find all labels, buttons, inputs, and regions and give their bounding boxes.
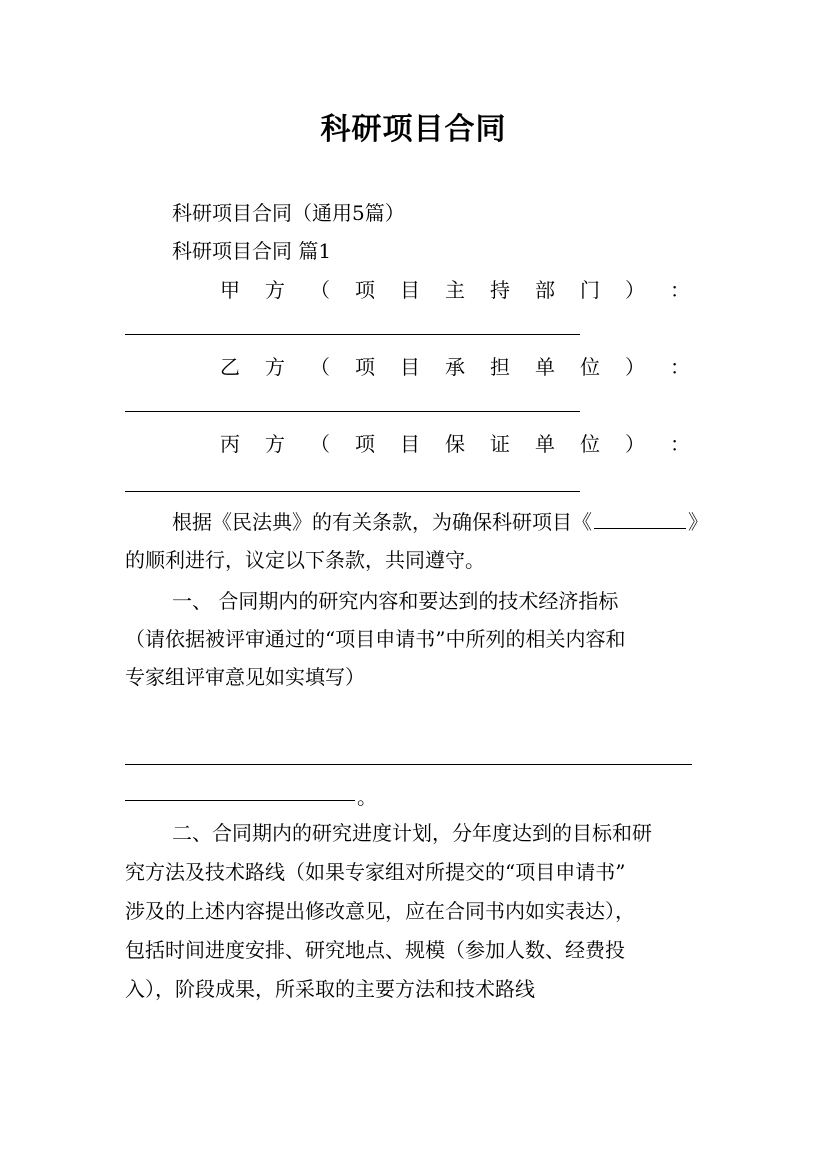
party-char: 项 (355, 432, 375, 456)
party-char: 证 (490, 432, 510, 456)
party-char: 位 (580, 432, 600, 456)
item2-line-1: 二、合同期内的研究进度计划，分年度达到的目标和研 (172, 821, 652, 845)
intro-line-2: 的顺利进行，议定以下条款，共同遵守。 (125, 548, 485, 572)
party-char: （ (310, 355, 330, 379)
party-char: 承 (445, 355, 465, 379)
intro-text-start: 根据《民法典》的有关条款，为确保科研项目《 (172, 510, 592, 534)
party-char: 单 (535, 355, 555, 379)
party-char: 项 (355, 278, 375, 302)
section-heading: 科研项目合同 篇1 (172, 239, 332, 263)
party-char: 乙 (220, 355, 240, 379)
party-char: ： (670, 432, 690, 456)
party-c-fill-line[interactable] (125, 491, 580, 492)
party-a-label (220, 277, 690, 303)
party-char: 部 (535, 278, 555, 302)
item2-line-3: 涉及的上述内容提出修改意见，应在合同书内如实表达）， (125, 899, 635, 923)
party-b-label (220, 354, 690, 380)
party-char: 位 (580, 355, 600, 379)
party-char: 方 (265, 355, 285, 379)
item1-line-1: 一、 合同期内的研究内容和要达到的技术经济指标 (172, 589, 619, 613)
party-char: 目 (400, 355, 420, 379)
party-char: 门 (580, 278, 600, 302)
party-char: 甲 (220, 278, 240, 302)
project-name-blank[interactable] (594, 510, 686, 529)
item1-fill-line-1[interactable] (125, 764, 692, 765)
party-c-label (220, 431, 690, 457)
item1-line-2: （请依据被评审通过的“项目申请书”中所列的相关内容和 (125, 627, 626, 651)
item2-line-4: 包括时间进度安排、研究地点、规模（参加人数、经费投 (125, 938, 625, 962)
party-char: 目 (400, 432, 420, 456)
party-char: ） (625, 278, 645, 302)
party-a-fill-line[interactable] (125, 334, 580, 335)
party-char: 丙 (220, 432, 240, 456)
item2-line-2: 究方法及技术路线（如果专家组对所提交的“项目申请书” (125, 860, 626, 884)
intro-line-1 (172, 509, 708, 535)
party-char: ： (670, 278, 690, 302)
party-b-fill-line[interactable] (125, 411, 580, 412)
party-char: ： (670, 355, 690, 379)
item1-line-3: 专家组评审意见如实填写） (125, 665, 365, 689)
party-char: 方 (265, 432, 285, 456)
party-char: （ (310, 278, 330, 302)
party-char: 主 (445, 278, 465, 302)
party-char: 单 (535, 432, 555, 456)
document-subtitle: 科研项目合同（通用5篇） (172, 201, 405, 225)
period-mark: 。 (357, 785, 377, 809)
party-char: （ (310, 432, 330, 456)
party-char: 方 (265, 278, 285, 302)
intro-text-end: 》 (688, 510, 708, 534)
item2-line-5: 入），阶段成果，所采取的主要方法和技术路线 (125, 977, 535, 1001)
party-char: 保 (445, 432, 465, 456)
party-char: ） (625, 355, 645, 379)
party-char: 目 (400, 278, 420, 302)
document-title: 科研项目合同 (320, 112, 507, 147)
party-char: 持 (490, 278, 510, 302)
item1-fill-line-2[interactable] (125, 800, 355, 801)
party-char: 担 (490, 355, 510, 379)
party-char: ） (625, 432, 645, 456)
party-char: 项 (355, 355, 375, 379)
